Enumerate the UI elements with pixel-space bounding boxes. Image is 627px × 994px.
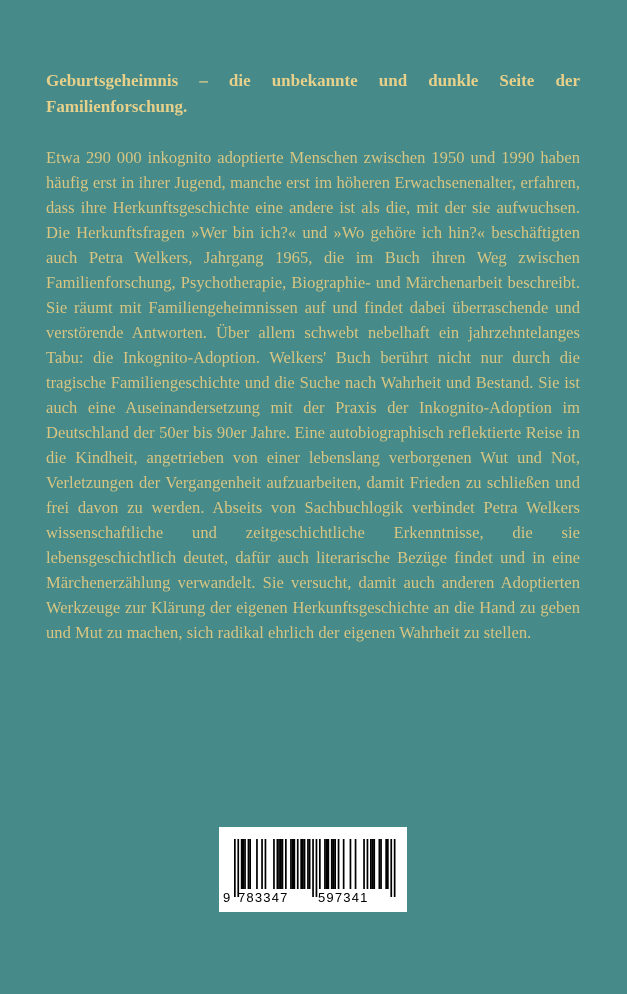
barcode-bar: [285, 839, 287, 889]
barcode-bar: [300, 839, 302, 889]
barcode-bar: [333, 839, 335, 889]
barcode-bar: [387, 839, 389, 889]
barcode-guard-bar: [394, 839, 396, 897]
barcode-bar: [331, 839, 333, 889]
barcode-bar: [334, 839, 336, 889]
barcode-bar: [363, 839, 365, 889]
barcode-bar: [244, 839, 246, 889]
barcode-bar: [243, 839, 245, 889]
barcode-bar: [256, 839, 258, 889]
barcode-bar: [309, 839, 311, 889]
barcode-bar: [385, 839, 387, 889]
barcode-guard-bar: [390, 839, 392, 897]
barcode-guard-bar: [234, 839, 236, 897]
cover-blurb: Etwa 290 000 inkognito adoptierte Menschen zwischen 1950 und 1990 haben häufig erst in ihrer Jugend, manche erst im höheren Erwachsenenalter, erfahren, dass ihre Herkunftsgeschichte eine andere ist als die, mit der sie aufwuchsen. Die Herkunftsfragen »Wer bin ich?« und »Wo gehöre ich hin?« beschäftigten auch Petra Welkers, Jahrgang 1965, die im Buch ihren Weg zwischen Familienforschung, Psychotherapie, Biographie- und Märchenarbeit beschreibt. Sie räumt mit Familiengeheimnissen auf und findet dabei überraschende und verstörende Antworten. Über allem schwebt nebelhaft ein jahrzehntelanges Tabu: die Inkognito-Adoption. Welkers' Buch berührt nicht nur durch die tragische Familiengeschichte und die Suche nach Wahrheit und Bestand. Sie ist auch eine Auseinandersetzung mit der Praxis der Inkognito-Adoption im Deutschland der 50er bis 90er Jahre. Eine autobiographisch reflektierte Reise in die Kindheit, angetrieben von einer lebenslang verborgenen Wut und Not, Verletzungen der Vergangenheit aufzuarbeiten, damit Frieden zu schließen und frei davon zu werden. Abseits von Sachbuchlogik verbindet Petra Welkers wissenschaftliche und zeitgeschichtliche Erkenntnisse, die sie lebensgeschichtlich deutet, dafür auch literarische Bezüge findet und in eine Märchenerzählung verwandelt. Sie versucht, damit auch anderen Adoptierten Werkzeuge zur Klärung der eigenen Herkunftsgeschichte an die Hand zu geben und Mut zu machen, sich radikal ehrlich der eigenen Wahrheit zu stellen.: [46, 148, 580, 642]
barcode-bar: [294, 839, 296, 889]
barcode-bar: [328, 839, 330, 889]
barcode-lead-digit: 9: [223, 890, 231, 905]
barcode-bar: [302, 839, 304, 889]
barcode-bar: [282, 839, 284, 889]
barcode-bar: [319, 839, 321, 889]
barcode-bar: [380, 839, 382, 889]
barcode-bar: [290, 839, 292, 889]
barcode-bar: [379, 839, 381, 889]
barcode-bar: [307, 839, 309, 889]
barcode-bar: [373, 839, 375, 889]
barcode-bar: [297, 839, 299, 889]
barcode-bar: [261, 839, 263, 889]
barcode-left-digits: 783347: [238, 890, 289, 905]
barcode-bar: [277, 839, 279, 889]
barcode-bar: [280, 839, 282, 889]
barcode-guard-bar: [237, 839, 239, 897]
cover-headline: Geburtsgeheimnis – die unbekannte und dunkle Seite der Familienforschung.: [46, 71, 580, 116]
barcode-right-digits: 597341: [318, 890, 369, 905]
barcode-bar: [370, 839, 372, 889]
barcode-bar: [249, 839, 251, 889]
barcode-bar: [355, 839, 357, 889]
isbn-barcode: [219, 827, 407, 912]
barcode-bar: [241, 839, 243, 889]
barcode-bar: [248, 839, 250, 889]
barcode-bar: [278, 839, 280, 889]
barcode-digits: [219, 890, 407, 906]
barcode-bar: [326, 839, 328, 889]
barcode-bar: [304, 839, 306, 889]
barcode-bar: [273, 839, 275, 889]
barcode-bar: [265, 839, 267, 889]
barcode-bar: [372, 839, 374, 889]
barcode-guard-bar: [312, 839, 314, 897]
barcode-bar: [343, 839, 345, 889]
barcode-bar: [338, 839, 340, 889]
barcode-bar: [367, 839, 369, 889]
barcode-guard-bar: [316, 839, 318, 897]
barcode-bar: [292, 839, 294, 889]
barcode-bar: [350, 839, 352, 889]
barcode-bar: [324, 839, 326, 889]
